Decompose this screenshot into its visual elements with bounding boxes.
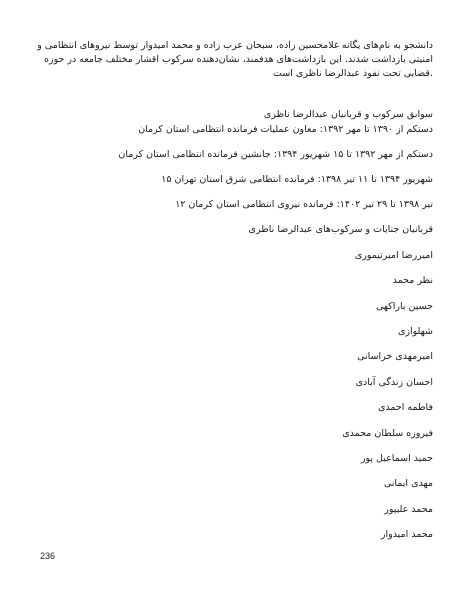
record-item: دستکم از ۱۳۹۰ تا مهر ۱۳۹۲: معاون عملیات فرمانده انتظامی استان کرمان bbox=[138, 124, 433, 135]
victim-name: امیررضا امیرتیموری bbox=[354, 250, 433, 261]
victim-name: احسان زندگی آبادی bbox=[355, 377, 433, 388]
victim-name: فاطمه احمدی bbox=[377, 402, 433, 413]
victim-name: حمید اسماعیل پور bbox=[360, 453, 433, 464]
victims-heading: قربانیان جنایات و سرکوب‌های عبدالرضا ناظری bbox=[248, 224, 433, 235]
record-heading: سوابق سرکوب و قربانیان عبدالرضا ناظری bbox=[263, 109, 433, 120]
victim-name: فیروزه سلطان محمدی bbox=[342, 428, 433, 439]
victim-name: محمد امیدوار bbox=[380, 529, 433, 540]
intro-paragraph-line-1: دانشجو به نام‌های یگانه غلامحسین زاده، سبحان عرب زاده و محمد امیدوار توسط نیروهای انتظامی و bbox=[37, 40, 433, 51]
record-item: تیر ۱۳۹۸ تا ۲۹ تیر ۱۴۰۲: فرمانده نیروی انتظامی استان کرمان ۱۲ bbox=[175, 199, 433, 210]
record-item: دستکم از مهر ۱۳۹۲ تا ۱۵ شهریور ۱۳۹۴: جانشین فرمانده انتظامی استان کرمان bbox=[118, 149, 433, 160]
victim-name: نظر محمد bbox=[392, 275, 433, 286]
victim-name: محمد علیپور bbox=[384, 504, 433, 515]
intro-paragraph-line-3: .قضایی تحت نفوذ عبدالرضا ناظری است bbox=[272, 68, 433, 79]
victim-name: امیرمهدی خراسانی bbox=[357, 351, 433, 362]
page-number: 236 bbox=[40, 551, 56, 561]
victim-name: حسین باراکهی bbox=[375, 301, 433, 312]
page-content bbox=[30, 0, 433, 599]
intro-paragraph-line-2: امنیتی بازداشت شدند. این بازداشت‌های هدفمند، نشان‌دهنده سرکوب اقشار مختلف جامعه در حوزه bbox=[44, 54, 433, 65]
victim-name: مهدی ایمانی bbox=[383, 478, 433, 489]
record-item: شهریور ۱۳۹۴ تا ۱۱ تیر ۱۳۹۸: فرمانده انتظامی شرق استان تهران ۱۵ bbox=[161, 174, 433, 185]
victim-name: شهلوازی bbox=[397, 326, 433, 337]
